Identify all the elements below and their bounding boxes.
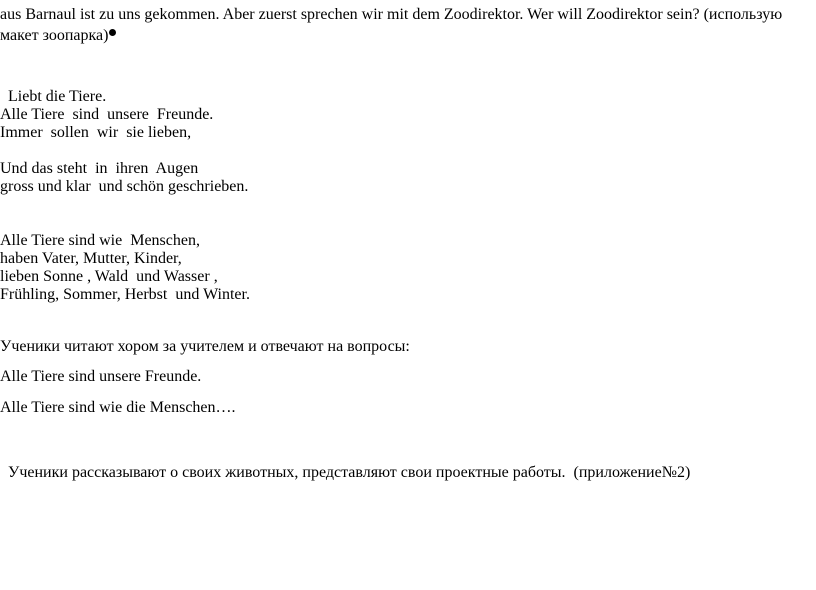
poem-line: Immer sollen wir sie lieben,: [0, 124, 192, 141]
answer-line: Alle Tiere sind unsere Freunde.: [0, 368, 202, 385]
intro-line-2-text: макет зоопарка): [0, 27, 109, 44]
poem-line: Liebt die Tiere.: [0, 88, 107, 105]
instruction-text: Ученики рассказывают о своих животных, представляют свои проектные работы. (приложение№2): [0, 464, 691, 481]
poem-line: Alle Tiere sind wie Menschen,: [0, 232, 200, 249]
poem-line: Frühling, Sommer, Herbst und Winter.: [0, 286, 250, 303]
poem-line: haben Vater, Mutter, Kinder,: [0, 250, 182, 267]
instruction-text: Ученики читают хором за учителем и отвечают на вопросы:: [0, 338, 410, 355]
intro-line-2: [0, 27, 116, 45]
intro-line-1: aus Barnaul ist zu uns gekommen. Aber zuerst sprechen wir mit dem Zoodirektor. Wer will Zoodirektor sein? (использую: [0, 6, 783, 23]
poem-line: lieben Sonne , Wald und Wasser ,: [0, 268, 218, 285]
poem-line: gross und klar und schön geschrieben.: [0, 178, 249, 195]
poem-line: Und das steht in ihren Augen: [0, 160, 199, 177]
bullet-icon: [109, 29, 116, 36]
poem-line: Alle Tiere sind unsere Freunde.: [0, 106, 214, 123]
answer-line: Alle Tiere sind wie die Menschen….: [0, 399, 236, 416]
